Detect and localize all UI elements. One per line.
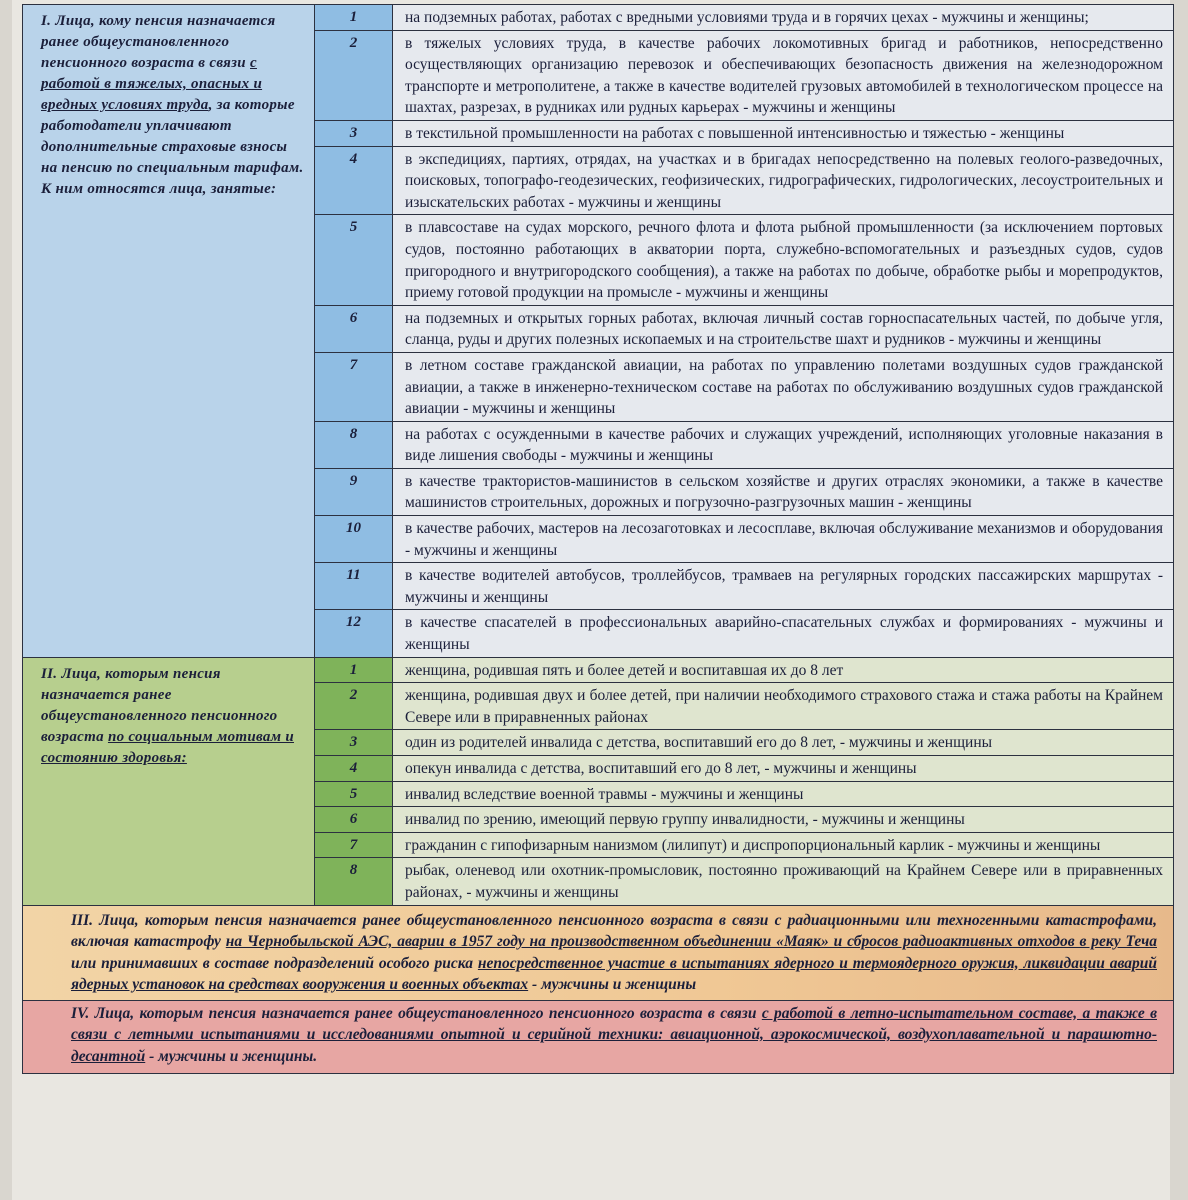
- section-1-label-text-c: , за которые работодатели уплачивают дополнительные страховые взносы на пенсию по специальным тарифам. К ним относятся лица, занятые:: [41, 97, 304, 197]
- section-2-rows: [315, 658, 1173, 905]
- section-3-text-a: III. Лица, которым пенсия назначается ранее общеустановленного пенсионного возраста в связи с радиационными или техногенными катастрофами, включая катастрофу: [71, 911, 1157, 951]
- table-row: [315, 120, 1173, 146]
- table-row: [315, 729, 1173, 755]
- table-row: [315, 682, 1173, 729]
- table-row: [315, 515, 1173, 562]
- row-text: рыбак, оленевод или охотник-промысловик, постоянно проживающий на Крайнем Севере или в приравненных районах, - мужчины и женщины: [393, 858, 1173, 904]
- row-text: в летном составе гражданской авиации, на работах по управлению полетами воздушных судов гражданской авиации, а также в инженерно-техническом составе на работах по обслуживанию воздушных судов гражданской авиации - мужчины и женщины: [393, 353, 1173, 421]
- row-number: 3: [315, 730, 393, 755]
- table-row: [315, 609, 1173, 656]
- row-number: 8: [315, 422, 393, 468]
- section-1-rows: [315, 5, 1173, 657]
- row-number: 4: [315, 147, 393, 215]
- row-number: 6: [315, 306, 393, 352]
- table-row: [315, 5, 1173, 30]
- row-text: в качестве спасателей в профессиональных аварийно-спасательных службах и формированиях - мужчины и женщины: [393, 610, 1173, 656]
- section-1-label: [23, 5, 315, 657]
- table-row: [315, 146, 1173, 215]
- row-number: 5: [315, 215, 393, 304]
- section-3-text-b: на Чернобыльской АЭС, аварии в 1957 году на производственном объединении «Маяк» и сбросов радиоактивных отходов в реку Теча: [225, 933, 1157, 951]
- row-text: на работах с осужденными в качестве рабочих и служащих учреждений, исполняющих уголовные наказания в виде лишения свободы - мужчины и женщины: [393, 422, 1173, 468]
- row-number: 10: [315, 516, 393, 562]
- row-number: 2: [315, 31, 393, 120]
- table-row: [315, 781, 1173, 807]
- row-text: в тяжелых условиях труда, в качестве рабочих локомотивных бригад и работников, непосредственно осуществляющих организацию перевозок и обеспечивающих безопасность движения на железнодорожном транспорте и метрополитене, а также в качестве водителей грузовых автомобилей в технологическом процессе на шахтах, разрезах, в рудниках или рудных карьерах - мужчины и женщины: [393, 31, 1173, 120]
- row-number: 1: [315, 658, 393, 683]
- table-row: [315, 352, 1173, 421]
- table-row: [315, 832, 1173, 858]
- row-text: на подземных и открытых горных работах, включая личный состав горноспасательных частей, по добыче угля, сланца, руды и других полезных ископаемых и на строительстве шахт и рудников - мужчины и женщины: [393, 306, 1173, 352]
- row-number: 1: [315, 5, 393, 30]
- row-text: в качестве трактористов-машинистов в сельском хозяйстве и других отраслях экономики, а также в качестве машинистов строительных, дорожных и погрузочно-разгрузочных машин - женщины: [393, 469, 1173, 515]
- section-1-label-text-b: с работой в тяжелых, опасных и вредных условиях труда: [41, 55, 263, 113]
- table-row: [315, 214, 1173, 304]
- pension-table: [22, 4, 1174, 1074]
- row-number: 6: [315, 807, 393, 832]
- table-row: [315, 658, 1173, 683]
- section-3-text-d: непосредственное участие в испытаниях ядерного и термоядерного оружия, ликвидации аварий ядерных установок на средствах вооружения и военных объектах: [71, 954, 1157, 994]
- table-row: [315, 421, 1173, 468]
- row-text: в текстильной промышленности на работах с повышенной интенсивностью и тяжестью - женщины: [393, 121, 1173, 146]
- row-text: один из родителей инвалида с детства, воспитавший его до 8 лет, - мужчины и женщины: [393, 730, 1173, 755]
- document-page: [12, 0, 1170, 1200]
- row-number: 7: [315, 833, 393, 858]
- row-text: в экспедициях, партиях, отрядах, на участках и в бригадах непосредственно на полевых геолого-разведочных, поисковых, топографо-геодезических, геофизических, гидрографических, гидрологических, лесоустроительных и изыскательских работах - мужчины и женщины: [393, 147, 1173, 215]
- row-number: 7: [315, 353, 393, 421]
- table-row: [315, 857, 1173, 904]
- section-3-text-c: или принимавших в составе подразделений особого риска: [71, 954, 478, 972]
- row-number: 4: [315, 756, 393, 781]
- row-text: инвалид вследствие военной травмы - мужчины и женщины: [393, 782, 1173, 807]
- table-row: [315, 305, 1173, 352]
- table-row: [315, 562, 1173, 609]
- table-row: [315, 806, 1173, 832]
- section-2-label-text-a: II. Лица, которым пенсия назначается ранее общеустановленного пенсионного возраста: [41, 665, 278, 745]
- row-number: 3: [315, 121, 393, 146]
- section-1: [23, 5, 1173, 657]
- row-text: женщина, родившая двух и более детей, при наличии необходимого страхового стажа и стажа работы на Крайнем Севере или в приравненных районах: [393, 683, 1173, 729]
- row-text: в качестве водителей автобусов, троллейбусов, трамваев на регулярных городских пассажирских маршрутах - мужчины и женщины: [393, 563, 1173, 609]
- table-row: [315, 755, 1173, 781]
- row-text: опекун инвалида с детства, воспитавший его до 8 лет, - мужчины и женщины: [393, 756, 1173, 781]
- section-2-label-text-b: по социальным мотивам и состоянию здоровья:: [41, 728, 294, 766]
- row-text: в качестве рабочих, мастеров на лесозаготовках и лесосплаве, включая обслуживание механизмов и оборудования - мужчины и женщины: [393, 516, 1173, 562]
- section-4: [23, 1000, 1173, 1074]
- row-text: женщина, родившая пять и более детей и воспитавшая их до 8 лет: [393, 658, 1173, 683]
- section-4-text-c: - мужчины и женщины.: [145, 1047, 318, 1065]
- table-row: [315, 30, 1173, 120]
- row-number: 9: [315, 469, 393, 515]
- row-text: инвалид по зрению, имеющий первую группу инвалидности, - мужчины и женщины: [393, 807, 1173, 832]
- section-4-text-a: IV. Лица, которым пенсия назначается ранее общеустановленного пенсионного возраста в связи: [71, 1004, 762, 1022]
- row-number: 2: [315, 683, 393, 729]
- section-4-text-b: с работой в летно-испытательном составе, а также в связи с летными испытаниями и исследованиями опытной и серийной техники: авиационной, аэрокосмической, воздухоплавательной и парашютно-десантной: [71, 1004, 1157, 1065]
- section-1-label-text-a: I. Лица, кому пенсия назначается ранее общеустановленного пенсионного возраста в связи: [41, 13, 276, 71]
- row-text: в плавсоставе на судах морского, речного флота и флота рыбной промышленности (за исключением портовых судов, постоянно работающих в акватории порта, служебно-вспомогательных и разъездных судов, судов пригородного и внутригородского сообщения), а также на работах по добыче, обработке рыбы и морепродуктов, приему готовой продукции на промысле - мужчины и женщины: [393, 215, 1173, 304]
- table-row: [315, 468, 1173, 515]
- row-number: 11: [315, 563, 393, 609]
- section-3: [23, 905, 1173, 1000]
- section-2: [23, 657, 1173, 905]
- section-3-text-e: - мужчины и женщины: [528, 976, 697, 994]
- section-2-label: [23, 658, 315, 905]
- row-number: 8: [315, 858, 393, 904]
- row-number: 12: [315, 610, 393, 656]
- row-number: 5: [315, 782, 393, 807]
- row-text: на подземных работах, работах с вредными условиями труда и в горячих цехах - мужчины и женщины;: [393, 5, 1173, 30]
- row-text: гражданин с гипофизарным нанизмом (лилипут) и диспропорциональный карлик - мужчины и женщины: [393, 833, 1173, 858]
